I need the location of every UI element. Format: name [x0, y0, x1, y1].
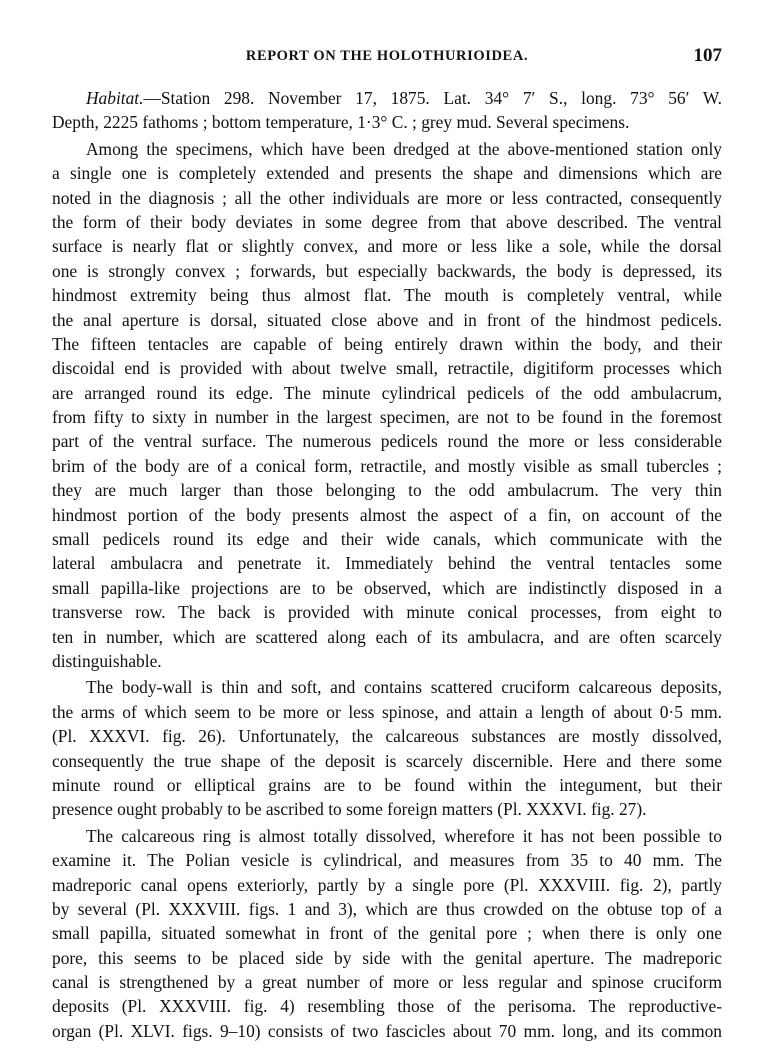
text-line	[52, 700, 722, 724]
text-line	[52, 527, 722, 551]
line-text: Among the specimens, which have been dredged at the above-mentioned station only	[86, 138, 722, 159]
text-line	[52, 797, 722, 821]
text-line	[52, 946, 722, 970]
text-line	[52, 600, 722, 624]
line-text: The calcareous ring is almost totally dissolved, wherefore it has not been possible to	[86, 825, 722, 846]
line-text: The fifteen tentacles are capable of being entirely drawn within the body, and their	[52, 333, 722, 354]
line-text: presence ought probably to be ascribed to some foreign matters (Pl. XXXVI. fig. 27).	[52, 799, 647, 820]
line-text: examine it. The Polian vesicle is cylindrical, and measures from 35 to 40 mm. The	[52, 850, 722, 871]
habitat-label: Habitat.	[86, 88, 144, 108]
text-line	[52, 283, 722, 307]
text-line	[52, 649, 722, 673]
text-line	[52, 110, 722, 134]
line-text: Depth, 2225 fathoms ; bottom temperature, 1·3° C. ; grey mud. Several specimens.	[52, 112, 630, 133]
text-line	[52, 994, 722, 1018]
text-line	[52, 429, 722, 453]
page-header	[52, 45, 722, 69]
line-text: the anal aperture is dorsal, situated close above and in front of the hindmost pedicels.	[52, 309, 722, 330]
line-text: brim of the body are of a conical form, retractile, and mostly visible as small tubercles ;	[52, 455, 722, 476]
text-line	[52, 308, 722, 332]
text-line	[52, 576, 722, 600]
text-line	[52, 551, 722, 575]
text-line	[52, 259, 722, 283]
text-line	[52, 897, 722, 921]
line-text: small papilla, situated somewhat in front of the genital pore ; when there is only one	[52, 923, 722, 944]
line-text: deposits (Pl. XXXVIII. fig. 4) resembling those of the perisoma. The reproductive-	[52, 996, 722, 1017]
line-text: the form of their body deviates in some degree from that above described. The ventral	[52, 211, 722, 232]
text-line	[52, 161, 722, 185]
text-line	[52, 210, 722, 234]
text-line	[52, 137, 722, 161]
line-text: lateral ambulacra and penetrate it. Immediately behind the ventral tentacles some	[52, 553, 722, 574]
line-text: noted in the diagnosis ; all the other individuals are more or less contracted, consequently	[52, 187, 722, 208]
line-text: surface is nearly flat or slightly convex, and more or less like a sole, while the dorsal	[52, 236, 722, 257]
line-text: the arms of which seem to be more or less spinose, and attain a length of about 0·5 mm.	[52, 701, 722, 722]
text-line	[52, 356, 722, 380]
line-text: The body-wall is thin and soft, and contains scattered cruciform calcareous deposits,	[86, 677, 722, 698]
line-text: pore, this seems to be placed side by side with the genital aperture. The madreporic	[52, 947, 722, 968]
text-line	[52, 625, 722, 649]
text-line	[52, 478, 722, 502]
line-text: part of the ventral surface. The numerous pedicels round the more or less considerable	[52, 431, 722, 452]
line-text: one is strongly convex ; forwards, but especially backwards, the body is depressed, its	[52, 260, 722, 281]
text-line	[52, 970, 722, 994]
text-line	[52, 381, 722, 405]
line-text: a single one is completely extended and presents the shape and dimensions which are	[52, 163, 722, 184]
text-line	[52, 405, 722, 429]
line-text: ten in number, which are scattered along each of its ambulacra, and are often scarcely	[52, 626, 722, 647]
text-line	[52, 86, 722, 110]
paragraph	[52, 675, 722, 821]
paragraph	[52, 824, 722, 1044]
text-line	[52, 749, 722, 773]
text-line	[52, 773, 722, 797]
line-text: consequently the true shape of the deposit is scarcely discernible. Here and there some	[52, 750, 722, 771]
running-title: REPORT ON THE HOLOTHURIOIDEA.	[245, 48, 529, 64]
text-line	[52, 1019, 722, 1043]
page-number: 107	[693, 45, 722, 66]
line-text: they are much larger than those belonging to the odd ambulacrum. The very thin	[52, 480, 722, 501]
line-text: —Station 298. November 17, 1875. Lat. 34° 7′ S., long. 73° 56′ W.	[143, 88, 722, 108]
text-line	[52, 675, 722, 699]
text-line	[52, 824, 722, 848]
line-text: madreporic canal opens exteriorly, partly by a single pore (Pl. XXXVIII. fig. 2), partly	[52, 874, 722, 895]
body-text	[52, 86, 722, 1045]
text-line	[52, 503, 722, 527]
text-line	[52, 848, 722, 872]
line-text: discoidal end is provided with about twelve small, retractile, digitiform processes which	[52, 358, 722, 379]
text-line	[52, 454, 722, 478]
line-text: hindmost extremity being thus almost flat. The mouth is completely ventral, while	[52, 285, 722, 306]
line-text: are arranged round its edge. The minute cylindrical pedicels of the odd ambulacrum,	[52, 382, 722, 403]
line-text: minute round or elliptical grains are to be found within the integument, but their	[52, 774, 722, 795]
line-text: by several (Pl. XXXVIII. figs. 1 and 3), which are thus crowded on the obtuse top of a	[52, 898, 722, 919]
text-line	[52, 921, 722, 945]
text-line	[52, 186, 722, 210]
line-text: canal is strengthened by a great number of more or less regular and spinose cruciform	[52, 972, 722, 993]
line-text: from fifty to sixty in number in the largest specimen, are not to be found in the foremost	[52, 407, 722, 428]
line-text: hindmost portion of the body presents almost the aspect of a fin, on account of the	[52, 504, 722, 525]
text-line	[52, 332, 722, 356]
line-text: (Pl. XXXVI. fig. 26). Unfortunately, the calcareous substances are mostly dissolved,	[52, 726, 722, 747]
text-line	[52, 873, 722, 897]
line-text: distinguishable.	[52, 650, 162, 671]
text-line	[52, 724, 722, 748]
text-line	[52, 234, 722, 258]
line-text: small papilla-like projections are to be observed, which are indistinctly disposed in a	[52, 577, 722, 598]
line-text: organ (Pl. XLVI. figs. 9–10) consists of two fascicles about 70 mm. long, and its common	[52, 1020, 722, 1041]
line-text: small pedicels round its edge and their wide canals, which communicate with the	[52, 529, 722, 550]
paragraph	[52, 86, 722, 135]
paragraph	[52, 137, 722, 674]
line-text: transverse row. The back is provided with minute conical processes, from eight to	[52, 602, 722, 623]
